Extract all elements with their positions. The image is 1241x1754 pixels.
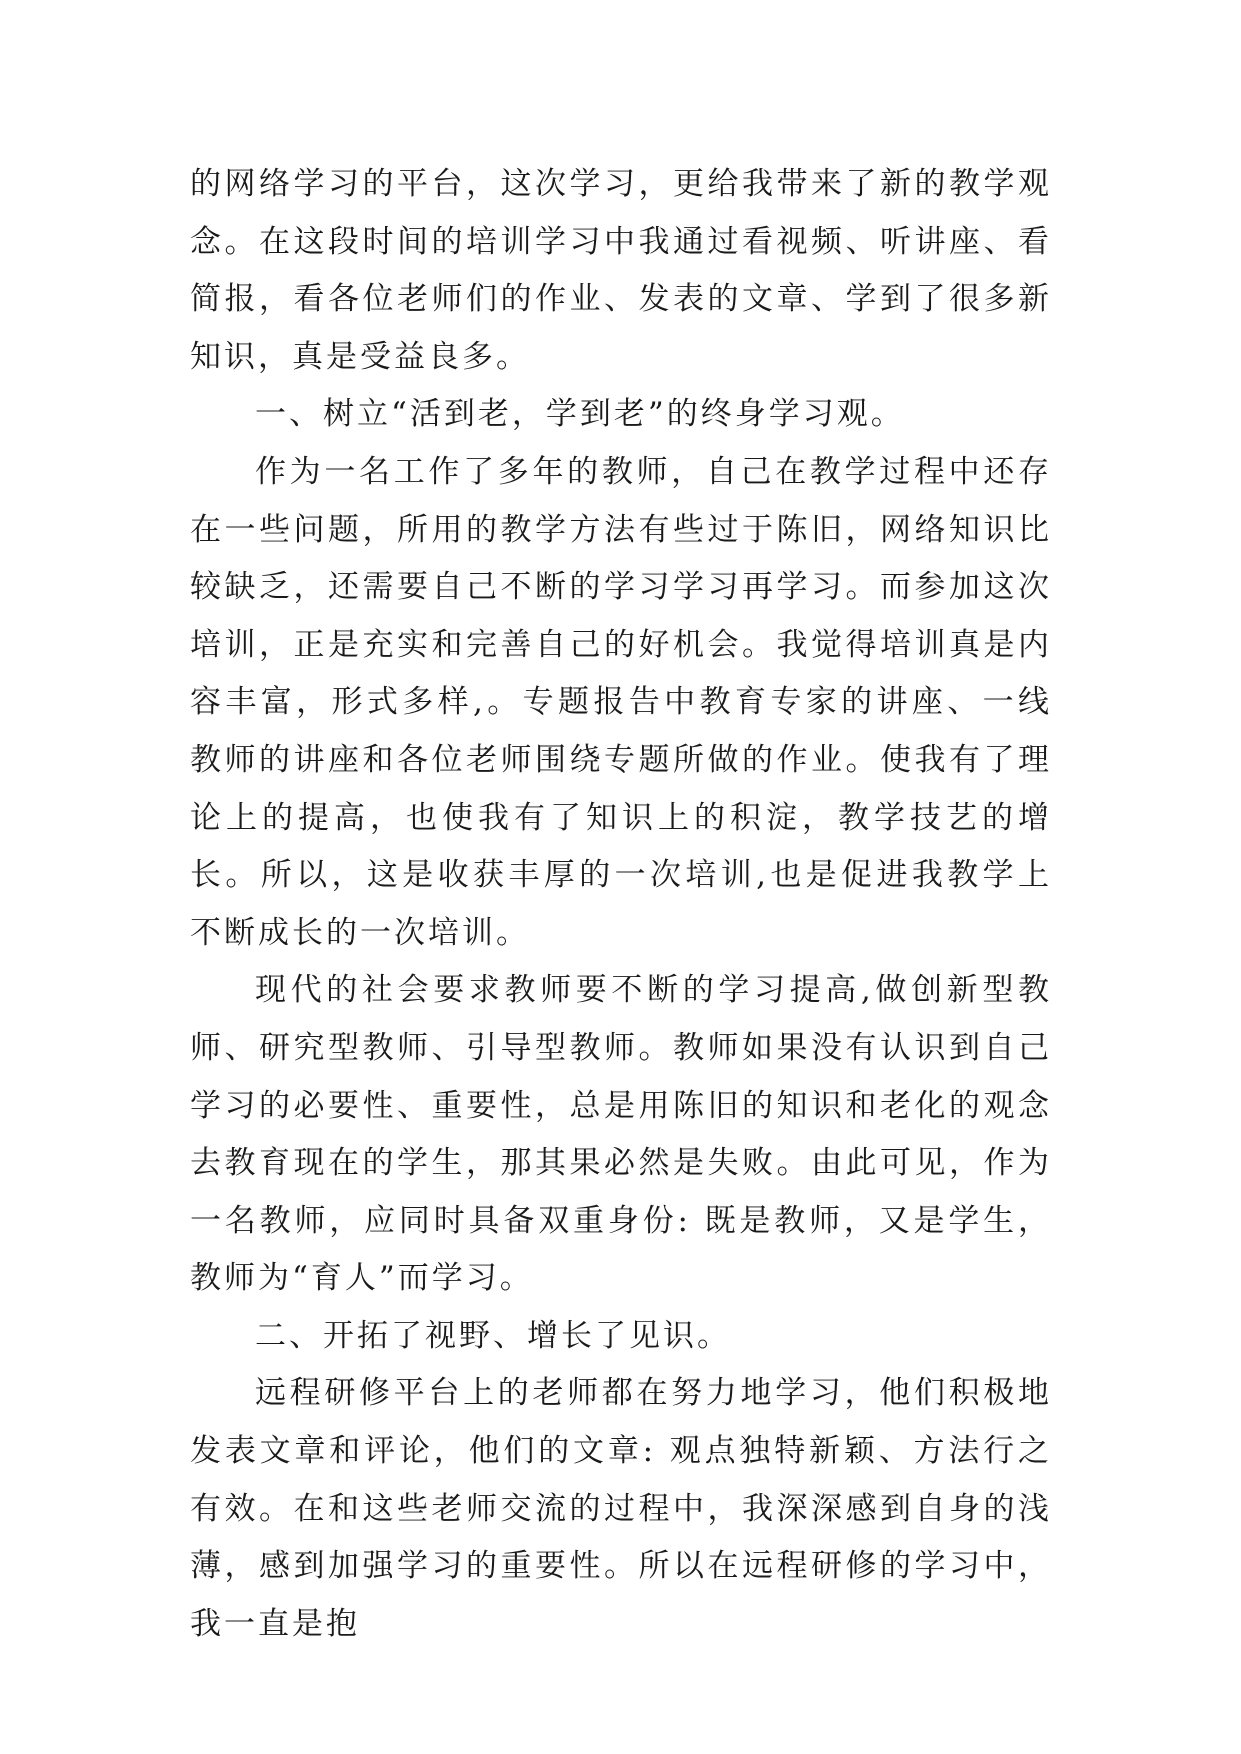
- paragraph-4: 远程研修平台上的老师都在努力地学习，他们积极地发表文章和评论，他们的文章: 观点独特新颖、方法行之有效。在和这些老师交流的过程中，我深深感到自身的浅薄，感到加强学习的重要性。所以在远程研修的学习中，我一直是抱: [190, 1375, 1052, 1642]
- heading-broaden-horizons: 二、开拓了视野、增长了见识。: [255, 1317, 731, 1354]
- paragraph-2: 作为一名工作了多年的教师，自己在教学过程中还存在一些问题，所用的教学方法有些过于陈旧，网络知识比较缺乏，还需要自己不断的学习学习再学习。而参加这次培训，正是充实和完善自己的好机会。我觉得培训真是内容丰富，形式多样,。专题报告中教育专家的讲座、一线教师的讲座和各位老师围绕专题所做的作业。使我有了理论上的提高，也使我有了知识上的积淀，教学技艺的增长。所以，这是收获丰厚的一次培训,也是促进我教学上不断成长的一次培训。: [190, 453, 1052, 951]
- document-body: [190, 156, 1052, 1653]
- heading-lifelong-learning: 一、树立“活到老，学到老”的终身学习观。: [255, 396, 905, 433]
- paragraph-3: 现代的社会要求教师要不断的学习提高,做创新型教师、研究型教师、引导型教师。教师如果没有认识到自己学习的必要性、重要性，总是用陈旧的知识和老化的观念去教育现在的学生，那其果必然是失败。由此可见，作为一名教师，应同时具备双重身份: 既是教师，又是学生，教师为“育人”而学习。: [190, 972, 1052, 1297]
- paragraph-1: 的网络学习的平台，这次学习，更给我带来了新的教学观念。在这段时间的培训学习中我通过看视频、听讲座、看简报，看各位老师们的作业、发表的文章、学到了很多新知识，真是受益良多。: [190, 166, 1052, 375]
